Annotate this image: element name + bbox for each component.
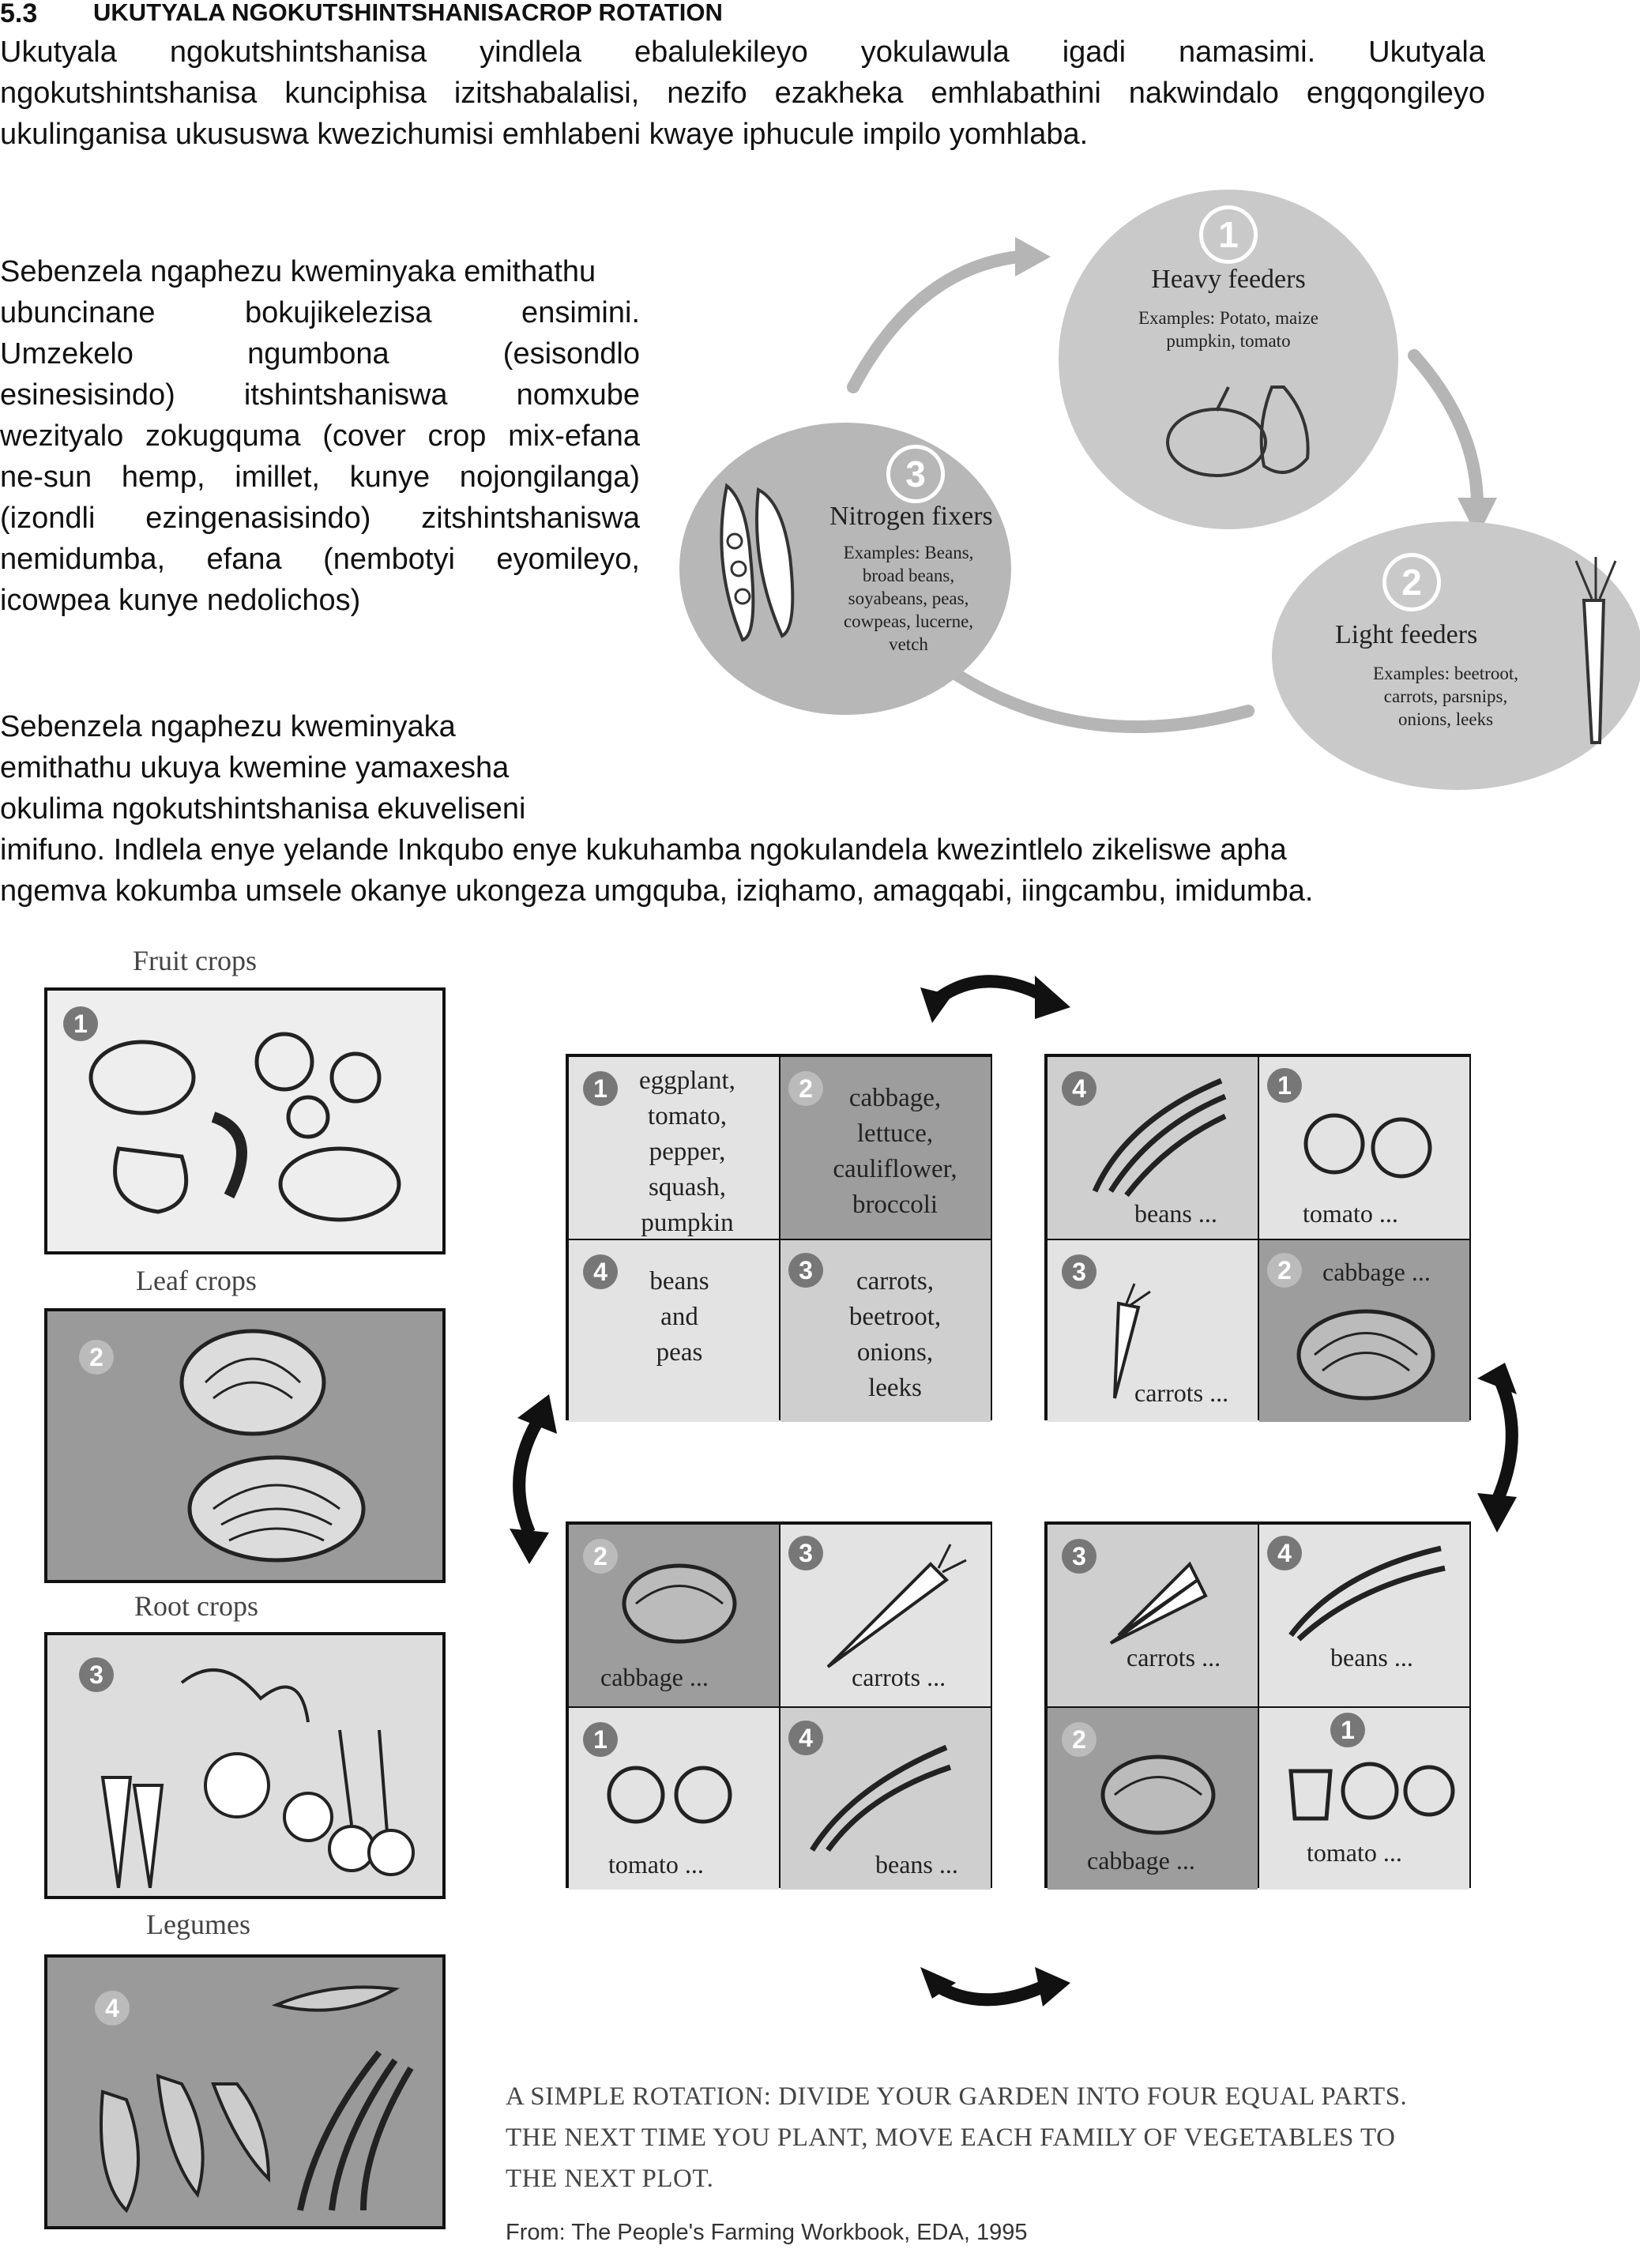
- carrot-icon: [812, 1540, 970, 1675]
- crop-number: 4: [95, 1991, 130, 2025]
- cell-label: tomato ...: [608, 1850, 704, 1879]
- cell-text: carrots, beetroot, onions, leeks: [848, 1267, 942, 1402]
- cabbage-icon: [1095, 1747, 1221, 1842]
- nitrogen-fixers-examples: Examples: Beans, broad beans, soyabeans, peas, cowpeas, lucerne, vetch: [843, 543, 974, 654]
- panel-leaf-crops: [44, 1308, 446, 1583]
- grid-cell: [1259, 1240, 1469, 1422]
- cell-label: cabbage ...: [600, 1663, 709, 1691]
- cell-label: beans ...: [1134, 1199, 1217, 1228]
- grid-cell: [569, 1708, 779, 1890]
- para2-line: nemidumba, efana (nembotyi eyomileyo,: [0, 543, 640, 576]
- cell-label: cabbage ...: [1322, 1258, 1431, 1286]
- section-title: UKUTYALA NGOKUTSHINTSHANISACROP ROTATION: [93, 0, 723, 26]
- cell-number: 3: [788, 1253, 823, 1288]
- section-number: 5.3: [0, 0, 38, 28]
- cell-number: 1: [1267, 1068, 1302, 1103]
- paragraph-rotation-years: [0, 251, 640, 621]
- cabbage-icon: [150, 1319, 387, 1572]
- para3-line: ngemva kokumba umsele okanye ukongeza umgquba, iziqhamo, amagqabi, iingcambu, imidumba.: [0, 874, 1314, 908]
- nitrogen-fixers-circle: [679, 423, 1011, 715]
- grid-quadrant-4: [1044, 1521, 1471, 1888]
- carrot-icon: [1095, 1548, 1213, 1659]
- grid-cell: [1259, 1708, 1469, 1890]
- grid-cell: [781, 1525, 991, 1706]
- caption-line-2: THE NEXT TIME YOU PLANT, MOVE EACH FAMILY OF VEGETABLES TO: [506, 2123, 1396, 2152]
- circle-number: 2: [1382, 553, 1441, 611]
- carrot-icon: [1556, 553, 1635, 758]
- beans-icon: [1079, 1073, 1229, 1199]
- grid-cell: [569, 1057, 779, 1239]
- grid-cell: [781, 1708, 991, 1890]
- para3-line: Sebenzela ngaphezu kweminyaka: [0, 710, 456, 743]
- cell-label: carrots ...: [1127, 1643, 1221, 1672]
- para3-line: okulima ngokutshintshanisa ekuveliseni: [0, 792, 526, 826]
- fruit-crops-icon: [71, 1014, 419, 1236]
- grid-quadrant-2: [1044, 1054, 1471, 1420]
- grid-cell: [1048, 1525, 1258, 1706]
- panel-title-root: Root crops: [134, 1590, 258, 1622]
- nitrogen-fixers-title: Nitrogen fixers: [829, 502, 993, 531]
- panel-title-fruit: Fruit crops: [133, 945, 257, 976]
- para2-line: wezityalo zokugquma (cover crop mix-efana: [0, 419, 640, 453]
- para2-line: Umzekelo ngumbona (esisondlo: [0, 337, 640, 370]
- heavy-feeders-title: Heavy feeders: [1151, 265, 1306, 294]
- grid-cell: [1259, 1057, 1469, 1239]
- light-feeders-examples: Examples: beetroot, carrots, parsnips, onions, leeks: [1373, 664, 1518, 729]
- cell-number: 2: [1267, 1253, 1302, 1288]
- cell-number: 3: [1062, 1539, 1096, 1574]
- cell-number: 2: [788, 1071, 823, 1106]
- para2-line: esinesisindo) itshintshaniswa nomxube: [0, 378, 640, 412]
- root-crops-icon: [71, 1651, 427, 1888]
- cell-text: cabbage, lettuce, cauliflower, broccoli: [833, 1084, 957, 1219]
- grid-cell: [569, 1240, 779, 1422]
- caption-source: From: The People's Farming Workbook, EDA, 1995: [506, 2220, 1028, 2245]
- para2-line: ubuncinane bokujikelezisa ensimini.: [0, 296, 640, 329]
- cell-number: 4: [1267, 1536, 1302, 1570]
- heavy-feeders-examples: Examples: Potato, maize pumpkin, tomato: [1138, 308, 1319, 351]
- cell-label: tomato ...: [1307, 1838, 1402, 1867]
- panel-title-legumes: Legumes: [146, 1909, 250, 1940]
- heavy-feeders-circle: [1059, 190, 1398, 529]
- cell-number: 4: [1062, 1071, 1096, 1106]
- grid-cell: [1048, 1240, 1258, 1422]
- legumes-icon: [79, 1973, 427, 2218]
- light-feeders-circle: [1272, 521, 1640, 790]
- panel-legumes: [44, 1954, 446, 2229]
- panel-root-crops: [44, 1632, 446, 1899]
- cell-label: beans ...: [875, 1850, 958, 1879]
- cell-number: 4: [788, 1721, 823, 1755]
- intro-line-2: ngokutshintshanisa kunciphisa izitshabalalisi, nezifo ezakheka emhlabathini nakwindalo engqongileyo: [0, 77, 1485, 110]
- para2-line: ne-sun hemp, imillet, kunye nojongilanga): [0, 461, 640, 494]
- grid-cell: [569, 1525, 779, 1706]
- cell-number: 1: [1330, 1713, 1365, 1747]
- panel-title-leaf: Leaf crops: [136, 1265, 257, 1296]
- grid-cell: [1048, 1057, 1258, 1239]
- caption-line-1: A SIMPLE ROTATION: DIVIDE YOUR GARDEN INTO FOUR EQUAL PARTS.: [506, 2082, 1408, 2111]
- tomato-icon: [600, 1755, 743, 1834]
- cell-number: 4: [583, 1254, 618, 1289]
- cell-label: carrots ...: [1134, 1378, 1229, 1407]
- grid-cell: [781, 1240, 991, 1422]
- grid-cell: [1259, 1525, 1469, 1706]
- para3-line: emithathu ukuya kwemine yamaxesha: [0, 751, 510, 784]
- grid-cell: [781, 1057, 991, 1239]
- cell-number: 1: [583, 1722, 618, 1757]
- crop-number: 1: [63, 1006, 98, 1041]
- cell-label: cabbage ...: [1087, 1846, 1195, 1875]
- para2-line: (izondli ezingenasisindo) zitshintshaniswa: [0, 502, 640, 535]
- cell-number: 2: [583, 1539, 618, 1574]
- caption-line-3: THE NEXT PLOT.: [506, 2165, 714, 2193]
- panel-fruit-crops: [44, 987, 446, 1254]
- cell-label: tomato ...: [1303, 1199, 1398, 1228]
- cell-text: beans and peas: [649, 1267, 709, 1367]
- para2-line: icowpea kunye nedolichos): [0, 584, 361, 617]
- tomato-pepper-icon: [1275, 1740, 1457, 1826]
- circle-number: 1: [1199, 205, 1258, 264]
- cell-number: 3: [788, 1536, 823, 1570]
- cabbage-icon: [1291, 1303, 1441, 1406]
- para3-line: imifuno. Indlela enye yelande Inkqubo enye kukuhamba ngokulandela kwezintlelo zikeliswe apha: [0, 833, 1287, 867]
- beans-icon: [804, 1740, 962, 1858]
- cell-label: beans ...: [1330, 1643, 1413, 1672]
- light-feeders-title: Light feeders: [1335, 620, 1478, 649]
- intro-line-3: ukulinganisa ukususwa kwezichumisi emhlabeni kwaye iphucule impilo yomhlaba.: [0, 118, 1089, 151]
- pea-pod-icon: [703, 470, 814, 652]
- intro-line-1: Ukutyala ngokutshintshanisa yindlela ebalulekileyo yokulawula igadi namasimi. Ukutyala: [0, 36, 1485, 69]
- crop-number: 3: [79, 1657, 114, 1692]
- beans-icon: [1283, 1540, 1449, 1643]
- cell-number: 3: [1062, 1254, 1096, 1289]
- grid-cell: [1048, 1708, 1258, 1890]
- cell-number: 2: [1062, 1722, 1096, 1757]
- rotation-cycle-diagram: [679, 190, 1640, 790]
- pumpkin-icon: [1161, 355, 1319, 490]
- crop-number: 2: [79, 1340, 114, 1375]
- circle-number: 3: [886, 445, 945, 503]
- cell-number: 1: [583, 1071, 618, 1106]
- grid-quadrant-3: [566, 1521, 992, 1888]
- para2-line: Sebenzela ngaphezu kweminyaka emithathu: [0, 255, 596, 288]
- cell-label: carrots ...: [852, 1663, 946, 1691]
- cell-text: eggplant, tomato, pepper, squash, pumpkin: [639, 1066, 735, 1237]
- grid-quadrant-1: [566, 1054, 992, 1420]
- cabbage-icon: [616, 1556, 743, 1651]
- tomato-icon: [1299, 1104, 1441, 1183]
